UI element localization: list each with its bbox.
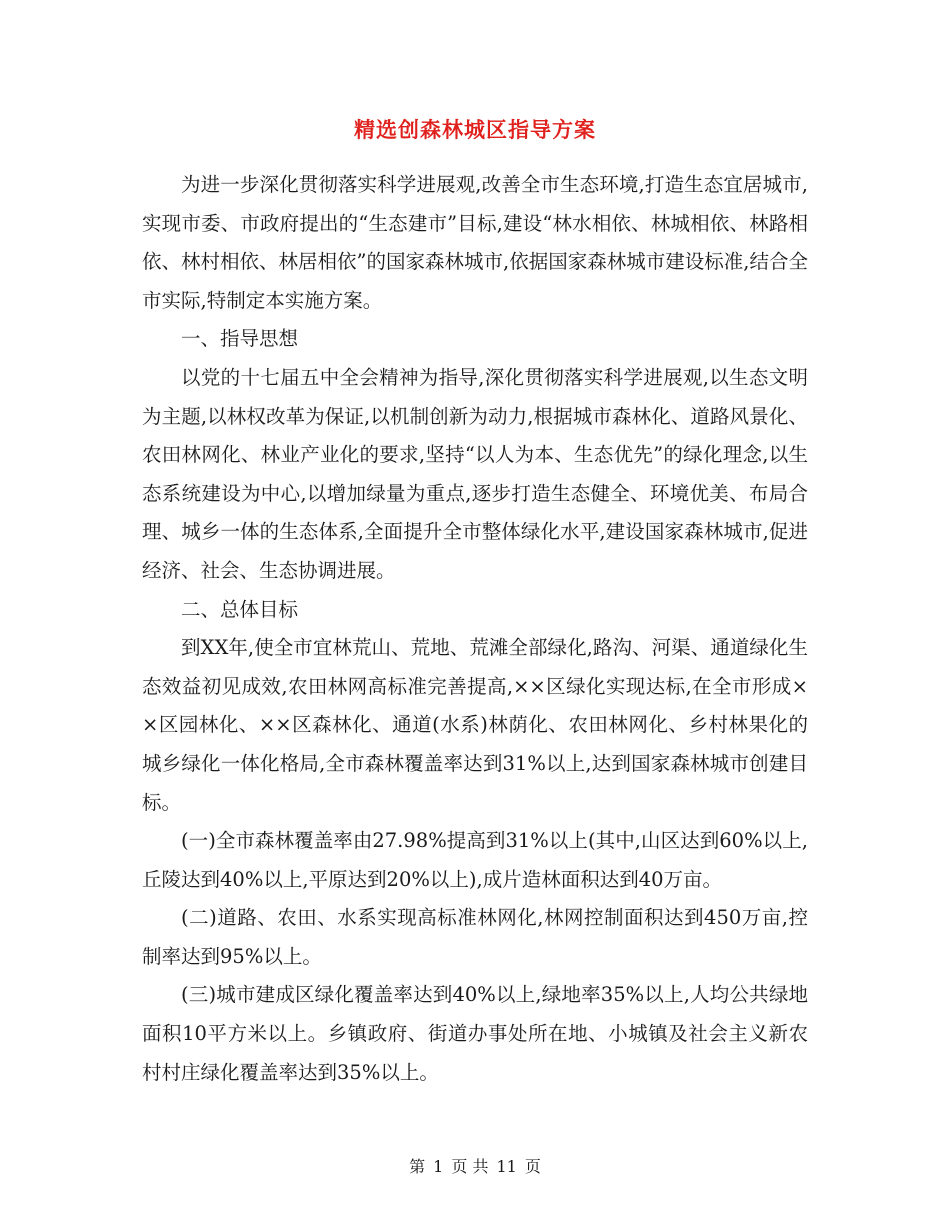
paragraph-goal-item-2: (二)道路、农田、水系实现高标准林网化,林网控制面积达到450万亩,控制率达到95%以上。 — [142, 906, 808, 968]
footer-middle: 页 共 — [451, 1157, 489, 1176]
footer-total-pages: 11 — [496, 1157, 517, 1176]
paragraph-intro: 为进一步深化贯彻落实科学进展观,改善全市生态环境,打造生态宜居城市,实现市委、市政府提出的“生态建市”目标,建设“林水相依、林城相依、林路相依、林村相依、林居相依”的国家森林城市,依据国家森林城市建设标准,结合全市实际,特制定本实施方案。 — [142, 173, 808, 312]
document-title: 精选创森林城区指导方案 — [354, 117, 596, 142]
footer-prefix: 第 — [409, 1157, 426, 1176]
page-number-footer — [0, 1154, 950, 1177]
paragraph-goal-item-3: (三)城市建成区绿化覆盖率达到40%以上,绿地率35%以上,人均公共绿地面积10平方米以上。乡镇政府、街道办事处所在地、小城镇及社会主义新农村村庄绿化覆盖率达到35%以上。 — [142, 983, 808, 1084]
footer-current-page: 1 — [433, 1157, 444, 1176]
document-body — [142, 166, 808, 1092]
footer-suffix: 页 — [524, 1157, 541, 1176]
paragraph-goal-item-1: (一)全市森林覆盖率由27.98%提高到31%以上(其中,山区达到60%以上,丘陵达到40%以上,平原达到20%以上),成片造林面积达到40万亩。 — [142, 829, 808, 891]
paragraph-guiding-ideology: 以党的十七届五中全会精神为指导,深化贯彻落实科学进展观,以生态文明为主题,以林权改革为保证,以机制创新为动力,根据城市森林化、道路风景化、农田林网化、林业产业化的要求,坚持“以人为本、生态优先”的绿化理念,以生态系统建设为中心,以增加绿量为重点,逐步打造生态健全、环境优美、布局合理、城乡一体的生态体系,全面提升全市整体绿化水平,建设国家森林城市,促进经济、社会、生态协调进展。 — [142, 365, 808, 582]
paragraph-overall-goal: 到XX年,使全市宜林荒山、荒地、荒滩全部绿化,路沟、河渠、通道绿化生态效益初见成效,农田林网高标准完善提高,××区绿化实现达标,在全市形成××区园林化、××区森林化、通道(水系)林荫化、农田林网化、乡村林果化的城乡绿化一体化格局,全市森林覆盖率达到31%以上,达到国家森林城市创建目标。 — [142, 636, 808, 814]
section-heading-overall-goal: 二、总体目标 — [181, 597, 299, 621]
section-heading-guiding-ideology: 一、指导思想 — [181, 327, 299, 351]
